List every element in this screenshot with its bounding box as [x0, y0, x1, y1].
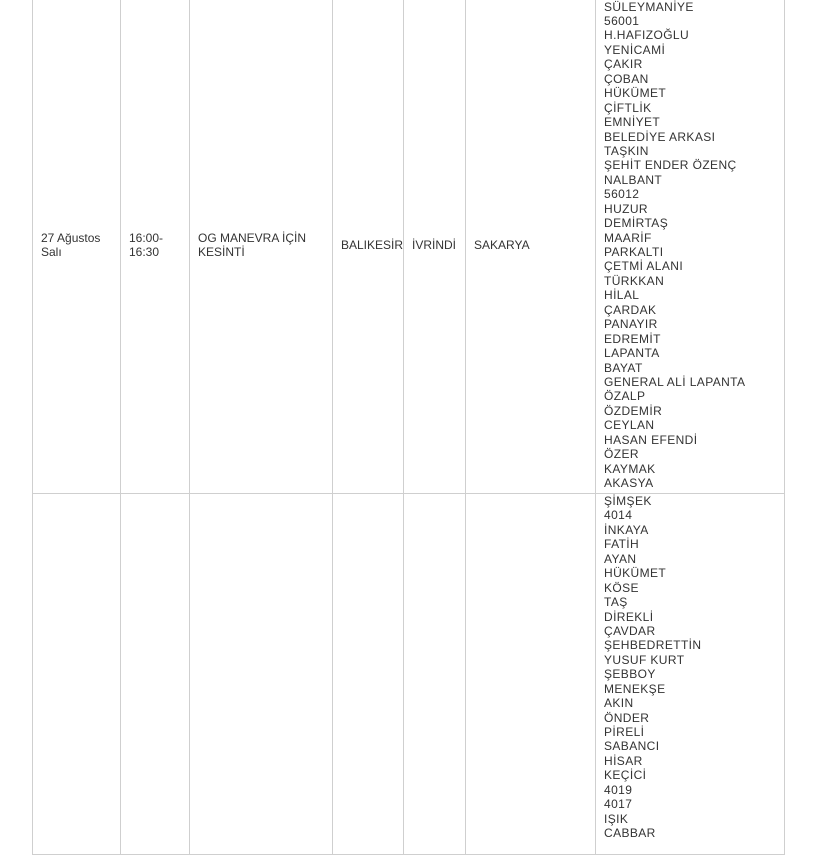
neighborhood-cell: SAKARYA — [466, 0, 596, 494]
street-item: ŞEHİT ENDER ÖZENÇ — [604, 158, 737, 173]
street-item: ÖZDEMİR — [604, 403, 663, 418]
street-item: MAARİF — [604, 230, 652, 245]
street-item: 4019 — [604, 782, 633, 797]
street-item: DEMİRTAŞ — [604, 216, 669, 231]
street-item: YENİCAMİ — [604, 42, 666, 57]
street-item: MENEKŞE — [604, 681, 666, 696]
province-cell: BALIKESİR — [333, 0, 404, 494]
street-item: 4017 — [604, 797, 633, 812]
neighborhood-cell — [466, 494, 596, 855]
street-item: ÇAKIR — [604, 57, 643, 72]
street-item: 4014 — [604, 508, 633, 523]
date-day: 27 Ağustos — [41, 230, 101, 245]
street-item: ŞEBBOY — [604, 667, 656, 682]
street-item: HÜKÜMET — [604, 86, 667, 101]
street-item: FATİH — [604, 537, 640, 552]
street-item: ÖZALP — [604, 389, 646, 404]
street-item: NALBANT — [604, 172, 663, 187]
street-item: HASAN EFENDİ — [604, 432, 698, 447]
time-start: 16:00- — [129, 230, 164, 245]
street-item: ÇAVDAR — [604, 623, 656, 638]
street-item: CABBAR — [604, 826, 656, 841]
street-item: LAPANTA — [604, 346, 660, 361]
street-item: H.HAFIZOĞLU — [604, 28, 690, 43]
street-item: ÖNDER — [604, 710, 650, 725]
street-item: ŞEHBEDRETTİN — [604, 638, 702, 653]
street-item: DİREKLİ — [604, 609, 654, 624]
table-row — [33, 0, 785, 494]
street-item: PİRELİ — [604, 725, 645, 739]
street-item: KEÇİCİ — [604, 768, 647, 783]
date-weekday: Salı — [41, 245, 62, 259]
street-item: 56012 — [604, 187, 640, 202]
street-item: PARKALTI — [604, 245, 664, 259]
street-item: HÜKÜMET — [604, 566, 667, 581]
street-item: 56001 — [604, 14, 640, 28]
street-item: TÜRKKAN — [604, 273, 665, 288]
street-item: PANAYIR — [604, 317, 658, 332]
date-cell — [33, 494, 121, 855]
district-cell — [404, 494, 466, 855]
street-item: CEYLAN — [604, 418, 655, 433]
time-cell — [121, 0, 190, 494]
power-outage-table — [32, 0, 785, 855]
reason-cell — [190, 0, 333, 494]
street-item: HİLAL — [604, 288, 640, 303]
reason-line-1: OG MANEVRA İÇİN — [198, 230, 307, 245]
reason-line-2: KESİNTİ — [198, 245, 245, 259]
time-cell — [121, 494, 190, 855]
streets-cell — [596, 0, 785, 494]
street-item: EMNİYET — [604, 115, 661, 130]
street-item: BAYAT — [604, 360, 643, 375]
street-item: İNKAYA — [604, 522, 649, 537]
table-row — [33, 494, 785, 855]
reason-cell — [190, 494, 333, 855]
street-item: AKASYA — [604, 476, 654, 490]
street-item: HUZUR — [604, 201, 648, 216]
street-item: AKIN — [604, 696, 634, 711]
district-cell: İVRİNDİ — [404, 0, 466, 494]
street-item: EDREMİT — [604, 331, 661, 346]
street-item: IŞIK — [604, 811, 629, 826]
street-item: ÇOBAN — [604, 71, 649, 86]
street-item: KAYMAK — [604, 461, 656, 476]
street-item: YUSUF KURT — [604, 652, 685, 667]
street-item: ÖZER — [604, 447, 639, 462]
street-item: KÖSE — [604, 580, 639, 595]
streets-cell — [596, 494, 785, 855]
province-cell — [333, 494, 404, 855]
street-item: TAŞ — [604, 595, 628, 610]
street-item: ŞİMŞEK — [604, 494, 652, 508]
time-end: 16:30 — [129, 245, 160, 259]
date-cell — [33, 0, 121, 494]
street-item: HİSAR — [604, 753, 643, 768]
street-item: GENERAL ALİ LAPANTA — [604, 374, 746, 389]
street-item: AYAN — [604, 551, 637, 566]
street-item: TAŞKIN — [604, 143, 649, 158]
street-item: ÇİFTLİK — [604, 100, 652, 115]
street-item: BELEDİYE ARKASI — [604, 129, 716, 144]
street-item: SABANCI — [604, 739, 660, 754]
street-item: SÜLEYMANİYE — [604, 0, 694, 14]
street-item: ÇETMİ ALANI — [604, 259, 684, 274]
street-item: ÇARDAK — [604, 302, 657, 317]
